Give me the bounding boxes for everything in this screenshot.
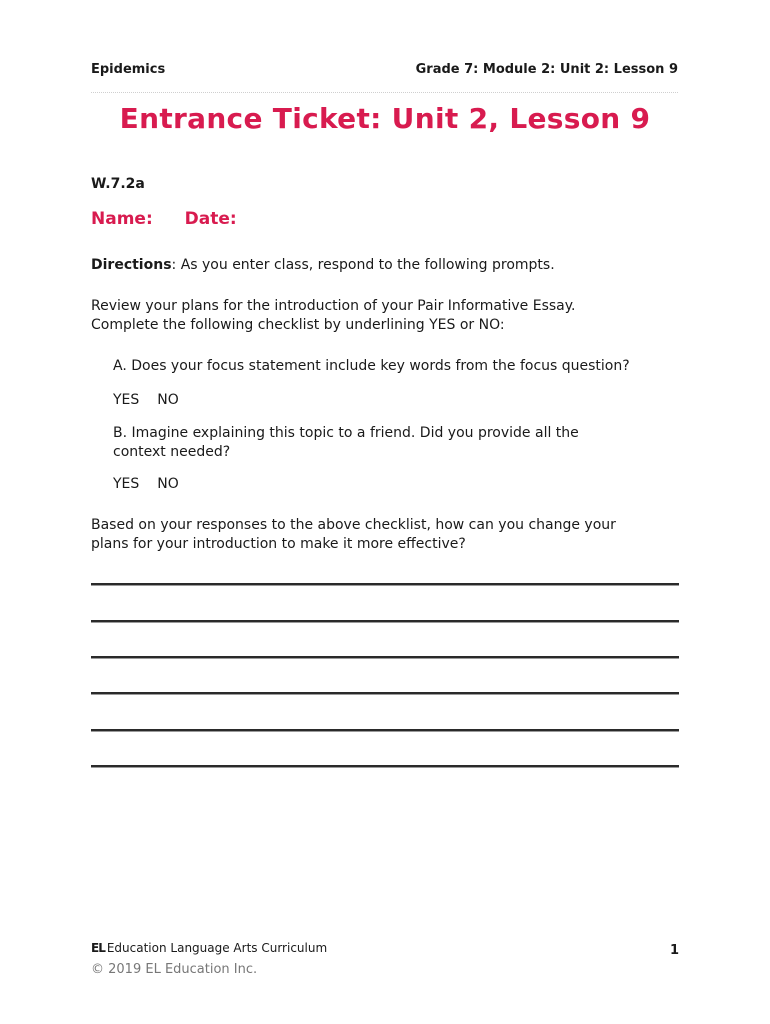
copyright: © 2019 EL Education Inc.: [91, 962, 258, 977]
question-b-options: [113, 475, 693, 494]
date-label: Date:: [184, 209, 237, 229]
directions-text: : As you enter class, respond to the following prompts.: [171, 257, 555, 273]
directions-label: Directions: [91, 257, 172, 273]
standard-code: W.7.2a: [91, 176, 145, 192]
answer-line-4: [91, 692, 679, 695]
question-b-no: NO: [157, 476, 179, 492]
question-b: [113, 424, 693, 462]
question-b-line-1: B. Imagine explaining this topic to a friend. Did you provide all the: [113, 425, 579, 441]
final-prompt-line-1: Based on your responses to the above checklist, how can you change your: [91, 517, 616, 533]
question-b-line-2: context needed?: [113, 444, 231, 460]
footer-logo: [91, 941, 327, 955]
final-prompt-line-2: plans for your introduction to make it more effective?: [91, 536, 466, 552]
header-lesson-path: Grade 7: Module 2: Unit 2: Lesson 9: [415, 62, 678, 77]
directions: [91, 256, 691, 275]
question-a-options: [113, 391, 693, 410]
final-prompt: [91, 516, 691, 554]
question-a-no: NO: [157, 392, 179, 408]
answer-line-1: [91, 583, 679, 586]
question-b-yes: YES: [113, 476, 140, 492]
intro-line-1: Review your plans for the introduction of your Pair Informative Essay.: [91, 298, 576, 314]
name-label: Name:: [91, 209, 153, 229]
answer-line-6: [91, 765, 679, 768]
el-logo-icon: EL: [91, 941, 105, 955]
name-date-row: [91, 209, 237, 229]
answer-line-5: [91, 729, 679, 732]
intro-paragraph: [91, 297, 691, 335]
intro-line-2: Complete the following checklist by underlining YES or NO:: [91, 317, 505, 333]
page-number: 1: [669, 943, 679, 958]
header-module-title: Epidemics: [91, 62, 166, 77]
question-a: A. Does your focus statement include key words from the focus question?: [113, 358, 630, 374]
answer-line-2: [91, 620, 679, 623]
answer-line-3: [91, 656, 679, 659]
question-a-yes: YES: [113, 392, 140, 408]
page-title: Entrance Ticket: Unit 2, Lesson 9: [119, 102, 651, 135]
page-header: [91, 60, 678, 93]
footer-logo-text: Education Language Arts Curriculum: [106, 941, 328, 955]
